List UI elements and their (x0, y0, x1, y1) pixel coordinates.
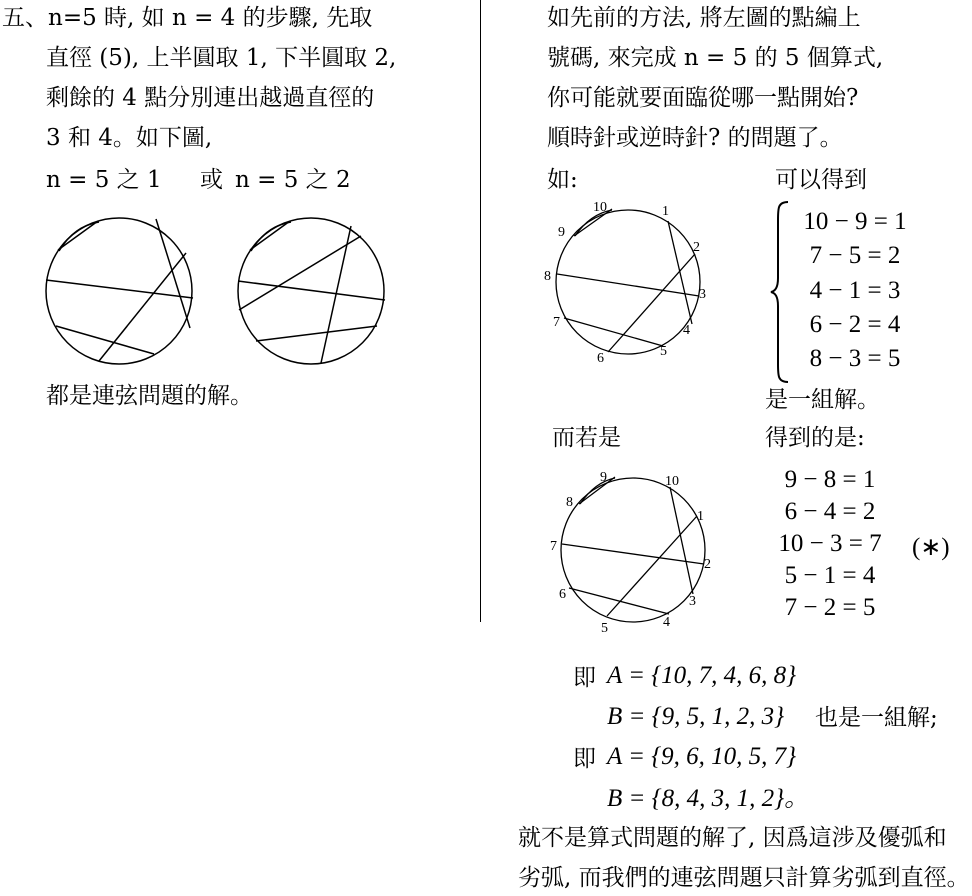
right-line-2: 號碼, 來完成 n = 5 的 5 個算式, (547, 45, 884, 71)
bottom-ji-2: 即 (573, 746, 596, 772)
bottom-ji-1: 即 (573, 665, 596, 691)
left-line-4: 3 和 4。如下圖, (46, 125, 213, 151)
left-figure-label-1: n = 5 之 1 (46, 167, 162, 193)
bottom-final-line-1: 就不是算式問題的解了, 因爲這涉及優弧和 (518, 825, 947, 851)
bottom-set-b-1: B = {9, 5, 1, 2, 3} (607, 703, 785, 730)
left-line-3: 剩餘的 4 點分別連出越過直徑的 (46, 85, 375, 111)
fig2-label-3: 3 (689, 594, 696, 609)
right-but-if: 而若是 (552, 425, 621, 451)
left-line-1: 五、n=5 時, 如 n = 4 的步驟, 先取 (2, 5, 373, 31)
system2-eq-2: 6 − 4 = 2 (784, 498, 876, 525)
bottom-final-line-2: 劣弧, 而我們的連弦問題只計算劣弧到直徑。 (518, 865, 970, 891)
fig2-label-9: 9 (600, 470, 607, 485)
right-circle-figure-2 (545, 464, 725, 636)
right-line-1: 如先前的方法, 將左圖的點編上 (547, 5, 861, 31)
fig2-label-6: 6 (559, 587, 566, 602)
bottom-set-b-2: B = {8, 4, 3, 1, 2}。 (607, 785, 810, 812)
fig2-label-4: 4 (663, 615, 670, 630)
fig1-label-1: 1 (662, 204, 669, 219)
fig2-label-7: 7 (550, 539, 557, 554)
system1-eq-2: 7 − 5 = 2 (809, 242, 901, 269)
fig2-label-1: 1 (697, 509, 704, 524)
right-line-4: 順時針或逆時針? 的問題了。 (547, 125, 843, 151)
fig1-label-7: 7 (553, 315, 560, 330)
fig1-label-5: 5 (660, 344, 667, 359)
right-line-3: 你可能就要面臨從哪一點開始? (547, 85, 859, 111)
left-brace (770, 200, 790, 385)
system2-eq-4: 5 − 1 = 4 (784, 562, 876, 589)
left-figure-label-2: n = 5 之 2 (235, 167, 351, 193)
left-circle-figure-1 (44, 216, 194, 366)
system2-eq-5: 7 − 2 = 5 (784, 594, 876, 621)
right-can-get: 可以得到 (775, 167, 867, 193)
system2-eq-1: 9 − 8 = 1 (784, 466, 876, 493)
fig1-label-4: 4 (683, 323, 690, 338)
left-conclusion: 都是連弦問題的解。 (46, 383, 253, 409)
system2-eq-3: 10 − 3 = 7 (778, 530, 882, 557)
fig1-label-10: 10 (593, 200, 607, 215)
fig1-label-6: 6 (597, 351, 604, 366)
fig2-label-2: 2 (704, 557, 711, 572)
fig1-point-labels (544, 200, 706, 366)
fig1-label-3: 3 (699, 287, 706, 302)
column-divider (480, 0, 481, 622)
fig2-label-10: 10 (665, 474, 679, 489)
right-is-solution: 是一組解。 (765, 387, 880, 413)
fig1-label-8: 8 (544, 269, 551, 284)
right-circle-figure-1 (540, 196, 720, 366)
bottom-set-a-2: A = {9, 6, 10, 5, 7} (607, 743, 797, 770)
system1-eq-4: 6 − 2 = 4 (809, 311, 901, 338)
system1-eq-5: 8 − 3 = 5 (809, 345, 901, 372)
fig2-label-8: 8 (566, 495, 573, 510)
system1-eq-3: 4 − 1 = 3 (809, 277, 901, 304)
fig2-label-5: 5 (601, 621, 608, 636)
star-marker: (∗) (912, 534, 950, 561)
bottom-also-solution: 也是一組解; (815, 705, 938, 731)
left-line-2: 直徑 (5), 上半圓取 1, 下半圓取 2, (46, 45, 397, 71)
right-gets: 得到的是: (765, 425, 865, 451)
fig1-label-9: 9 (558, 225, 565, 240)
left-or: 或 (200, 167, 223, 193)
bottom-set-a-1: A = {10, 7, 4, 6, 8} (607, 662, 797, 689)
system1-eq-1: 10 − 9 = 1 (803, 208, 907, 235)
fig1-label-2: 2 (693, 240, 700, 255)
right-such-as: 如: (547, 167, 578, 193)
left-circle-figure-2 (236, 216, 386, 366)
